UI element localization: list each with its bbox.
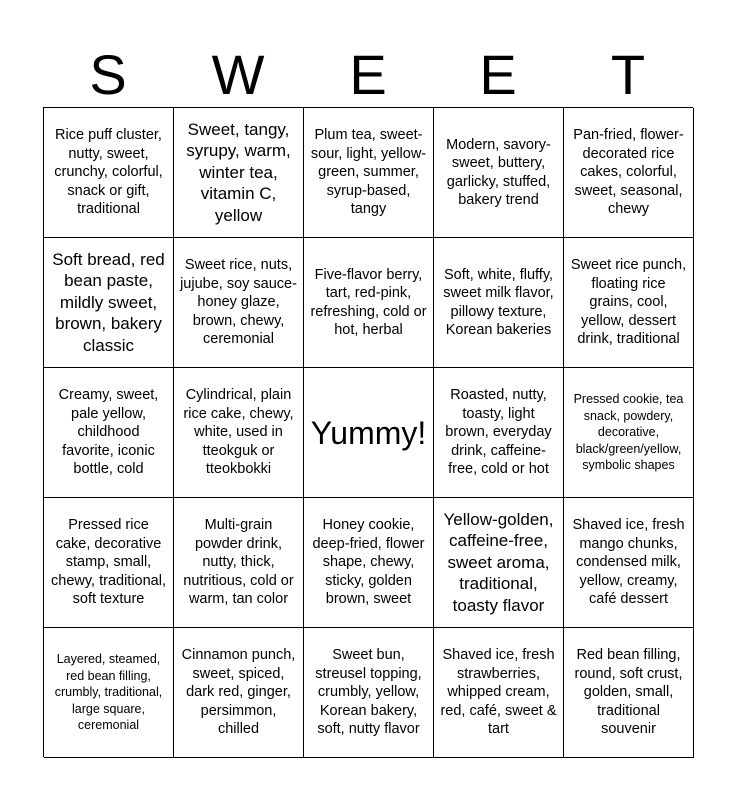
cell-text: Rice puff cluster, nutty, sweet, crunchy, colorful, snack or gift, traditional xyxy=(54,127,163,218)
cell-text: Five-flavor berry, tart, red-pink, refreshing, cold or hot, herbal xyxy=(310,266,427,338)
cell-text: Pressed cookie, tea snack, powdery, decorative, black/green/yellow, symbolic shapes xyxy=(573,392,684,473)
cell-text: Shaved ice, fresh strawberries, whipped cream, red, café, sweet & tart xyxy=(440,647,557,738)
bingo-cell-r1-c0[interactable] xyxy=(44,238,174,368)
bingo-cell-r1-c1[interactable] xyxy=(174,238,304,368)
cell-text: Cinnamon punch, sweet, spiced, dark red, ginger, persimmon, chilled xyxy=(181,647,296,738)
bingo-cell-r2-c1[interactable] xyxy=(174,368,304,498)
cell-text: Pan-fried, flower-decorated rice cakes, colorful, sweet, seasonal, chewy xyxy=(573,127,684,218)
cell-text: Sweet rice punch, floating rice grains, cool, yellow, dessert drink, traditional xyxy=(570,257,687,348)
bingo-cell-r0-c4[interactable] xyxy=(564,108,694,238)
bingo-cell-r4-c0[interactable] xyxy=(44,628,174,758)
bingo-cell-r2-c3[interactable] xyxy=(434,368,564,498)
cell-text: Sweet bun, streusel topping, crumbly, yellow, Korean bakery, soft, nutty flavor xyxy=(315,647,422,738)
bingo-cell-r1-c4[interactable] xyxy=(564,238,694,368)
bingo-cell-r3-c1[interactable] xyxy=(174,498,304,628)
title-letter-s: S xyxy=(89,43,127,106)
cell-text: Sweet, tangy, syrupy, warm, winter tea, vitamin C, yellow xyxy=(186,119,291,225)
bingo-cell-r4-c1[interactable] xyxy=(174,628,304,758)
cell-text: Shaved ice, fresh mango chunks, condensed milk, yellow, creamy, café dessert xyxy=(572,517,685,608)
cell-text: Multi-grain powder drink, nutty, thick, nutritious, cold or warm, tan color xyxy=(183,517,294,608)
title-letter-e2: E xyxy=(479,43,517,106)
bingo-cell-r3-c3[interactable] xyxy=(434,498,564,628)
bingo-cell-r1-c2[interactable] xyxy=(304,238,434,368)
title-letter-w: W xyxy=(211,43,265,106)
cell-text: Roasted, nutty, toasty, light brown, everyday drink, caffeine-free, cold or hot xyxy=(445,387,552,478)
bingo-grid xyxy=(43,107,693,757)
bingo-cell-r0-c2[interactable] xyxy=(304,108,434,238)
cell-text: Soft, white, fluffy, sweet milk flavor, pillowy texture, Korean bakeries xyxy=(443,266,554,338)
bingo-cell-r3-c2[interactable] xyxy=(304,498,434,628)
cell-text: Plum tea, sweet-sour, light, yellow-green, summer, syrup-based, tangy xyxy=(310,127,427,218)
bingo-cell-r0-c3[interactable] xyxy=(434,108,564,238)
cell-text: Soft bread, red bean paste, mildly sweet, brown, bakery classic xyxy=(52,249,165,355)
bingo-title xyxy=(43,44,693,106)
cell-text: Yellow-golden, caffeine-free, sweet aroma, traditional, toasty flavor xyxy=(443,509,554,615)
bingo-cell-r0-c0[interactable] xyxy=(44,108,174,238)
bingo-cell-r3-c4[interactable] xyxy=(564,498,694,628)
bingo-free-space[interactable] xyxy=(304,368,434,498)
bingo-cell-r0-c1[interactable] xyxy=(174,108,304,238)
cell-text: Modern, savory-sweet, buttery, garlicky, stuffed, bakery trend xyxy=(446,136,551,208)
cell-text: Creamy, sweet, pale yellow, childhood favorite, iconic bottle, cold xyxy=(58,387,159,478)
bingo-cell-r4-c4[interactable] xyxy=(564,628,694,758)
free-space-text: Yummy! xyxy=(310,414,427,451)
cell-text: Sweet rice, nuts, jujube, soy sauce-honey glaze, brown, chewy, ceremonial xyxy=(180,257,297,348)
cell-text: Pressed rice cake, decorative stamp, small, chewy, traditional, soft texture xyxy=(51,517,166,608)
cell-text: Cylindrical, plain rice cake, chewy, white, used in tteokguk or tteokbokki xyxy=(183,387,294,478)
cell-text: Red bean filling, round, soft crust, golden, small, traditional souvenir xyxy=(574,647,683,738)
bingo-cell-r2-c4[interactable] xyxy=(564,368,694,498)
bingo-cell-r3-c0[interactable] xyxy=(44,498,174,628)
bingo-cell-r4-c3[interactable] xyxy=(434,628,564,758)
bingo-cell-r1-c3[interactable] xyxy=(434,238,564,368)
title-letter-e1: E xyxy=(349,43,387,106)
cell-text: Honey cookie, deep-fried, flower shape, chewy, sticky, golden brown, sweet xyxy=(312,517,425,608)
cell-text: Layered, steamed, red bean filling, crumbly, traditional, large square, ceremonial xyxy=(54,652,163,733)
bingo-cell-r2-c0[interactable] xyxy=(44,368,174,498)
title-letter-t: T xyxy=(610,43,646,106)
bingo-cell-r4-c2[interactable] xyxy=(304,628,434,758)
